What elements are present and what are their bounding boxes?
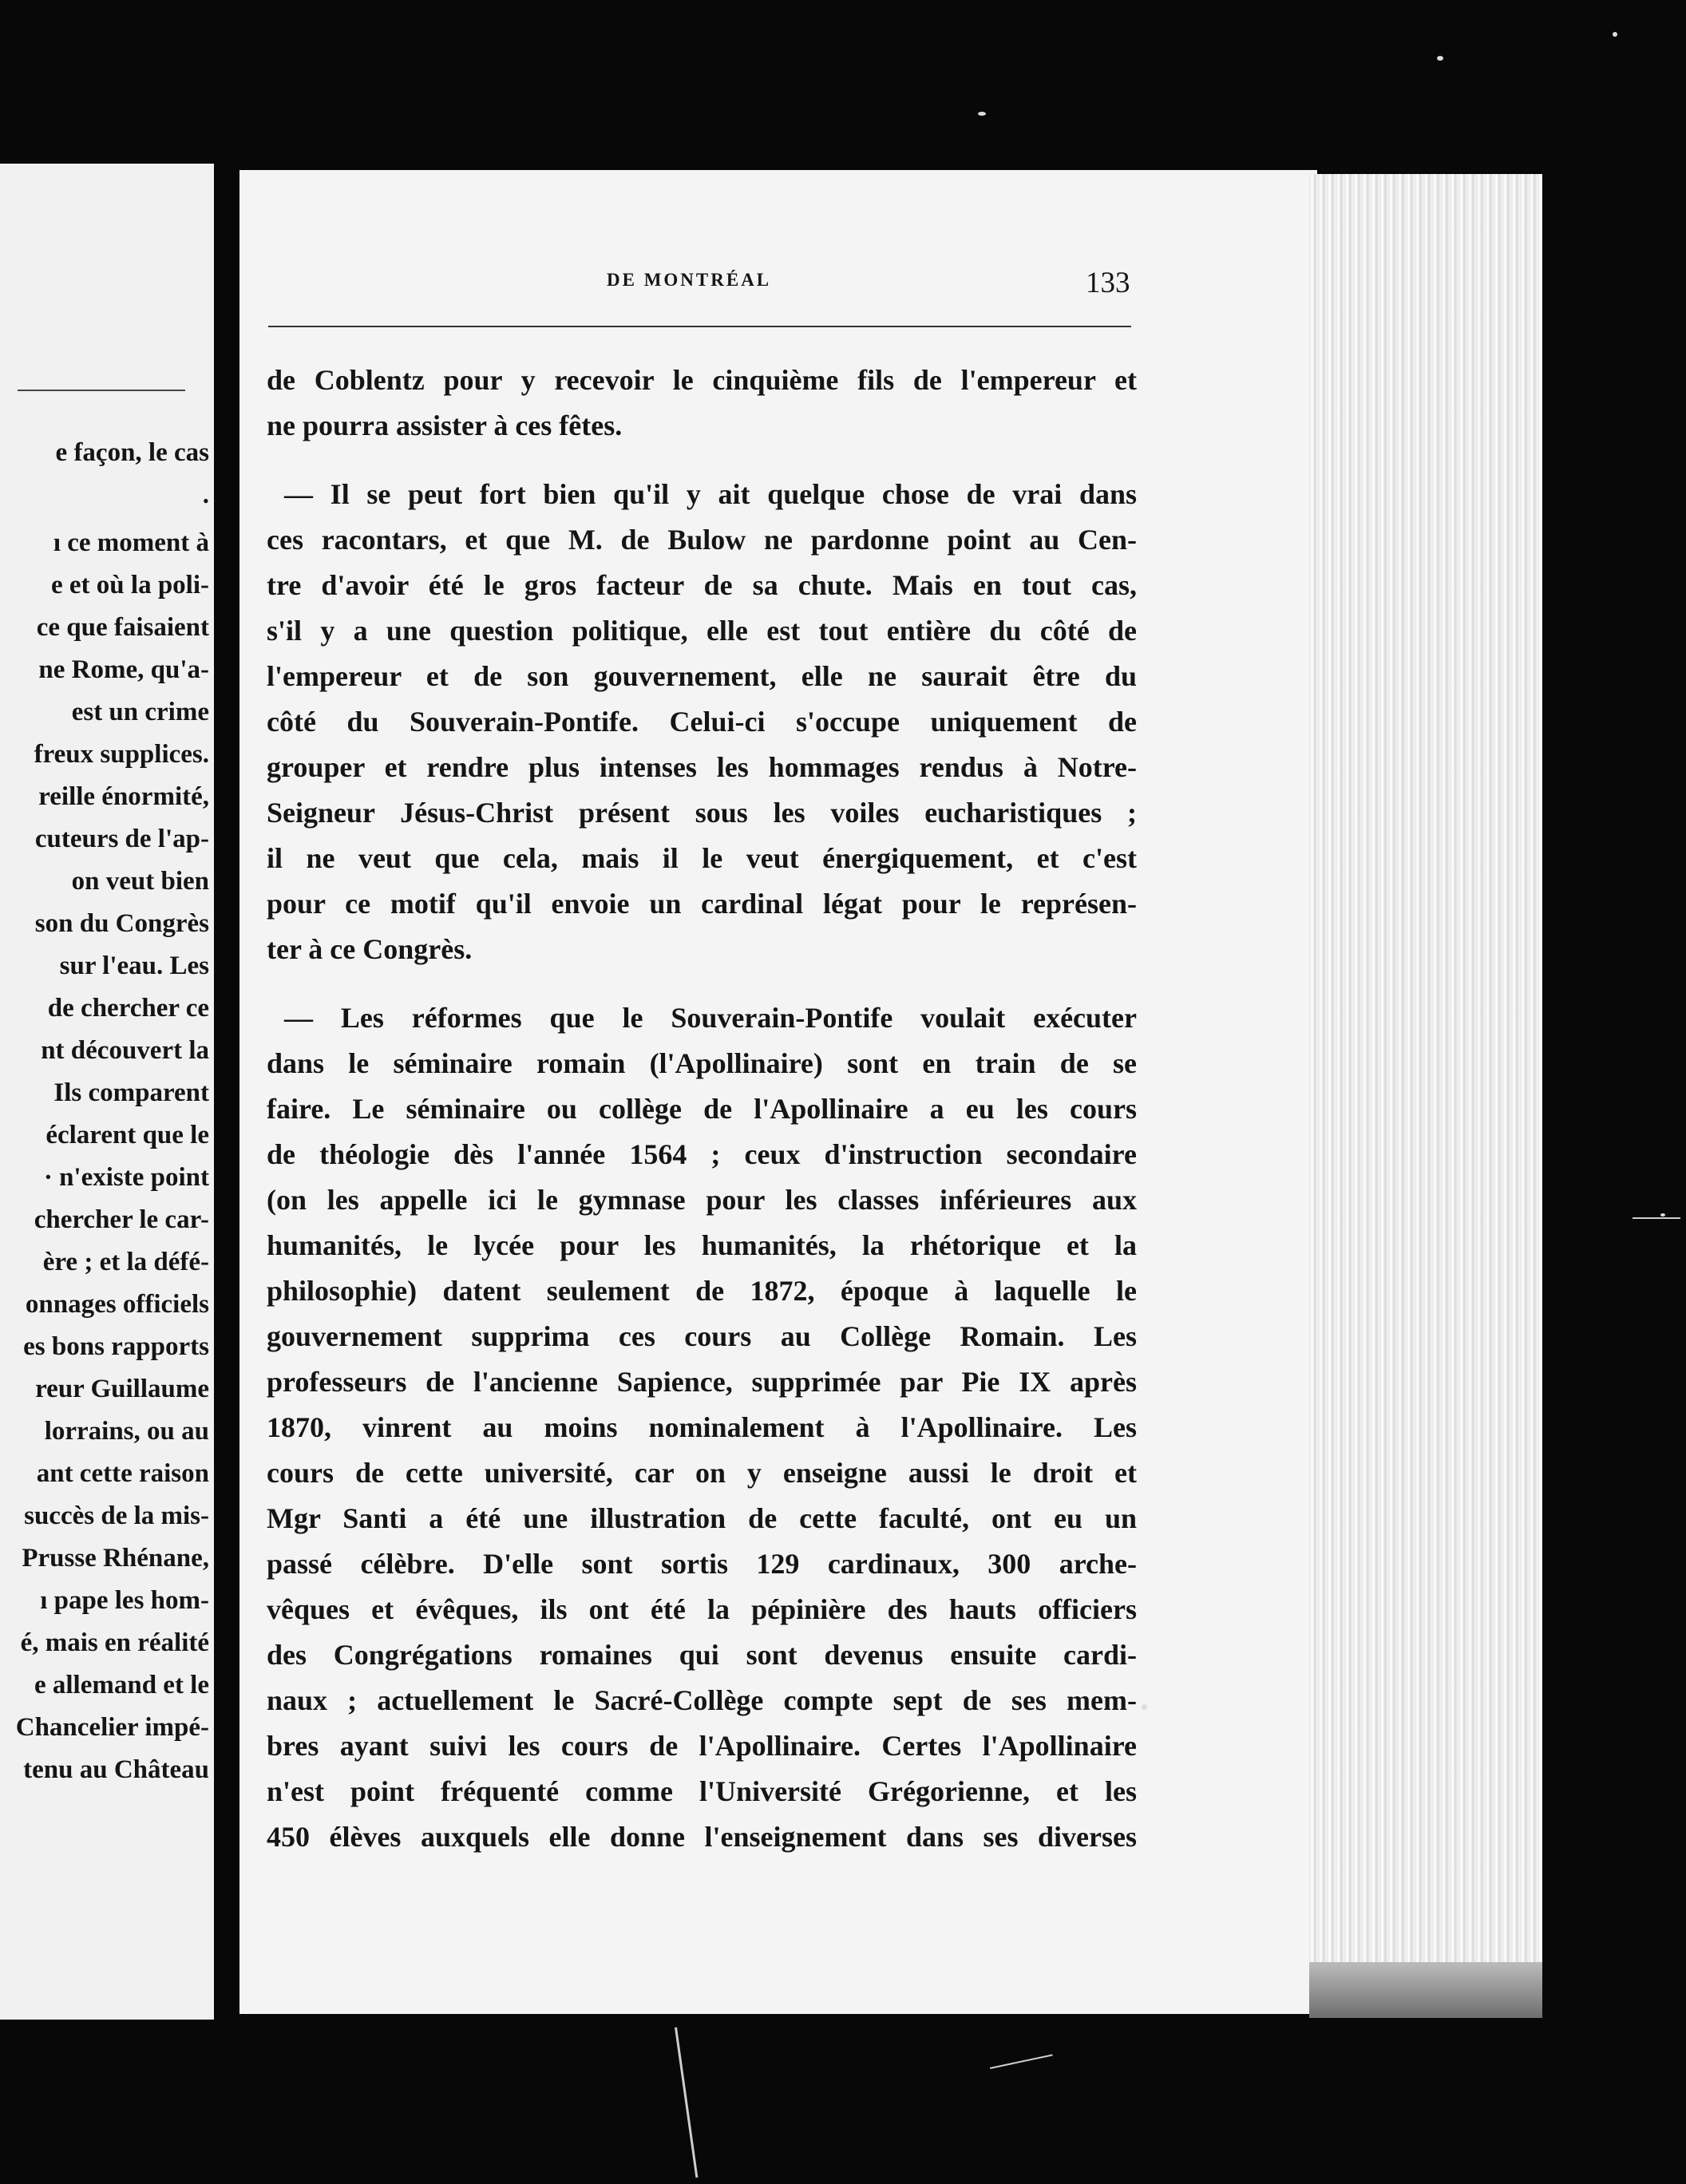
text-line: l'empereur et de son gouvernement, elle ne saurait être du <box>267 660 1137 692</box>
left-line: onnages officiels <box>25 1290 209 1319</box>
left-line: ı ce moment à <box>53 528 209 557</box>
paragraph <box>267 358 1137 449</box>
left-line: nt découvert la <box>41 1036 209 1065</box>
left-line: . <box>202 481 209 509</box>
left-line: Prusse Rhénane, <box>22 1544 209 1573</box>
text-line: ter à ce Congrès. <box>267 933 473 965</box>
left-line: de chercher ce <box>47 994 209 1023</box>
left-line: ère ; et la défé- <box>42 1248 209 1276</box>
left-line: e et où la poli- <box>51 571 209 599</box>
text-line: grouper et rendre plus intenses les hommages rendus à Notre- <box>267 751 1137 783</box>
left-line: est un crime <box>71 698 209 726</box>
text-line: — Il se peut fort bien qu'il y ait quelque chose de vrai dans <box>284 478 1137 510</box>
left-line: reille énormité, <box>38 782 209 811</box>
text-line: de Coblentz pour y recevoir le cinquième fils de l'empereur et <box>267 364 1137 396</box>
left-line: on veut bien <box>71 867 209 896</box>
left-line: tenu au Château <box>23 1755 209 1784</box>
left-line: e façon, le cas <box>55 438 209 467</box>
header-rule <box>268 326 1131 327</box>
text-line: 1870, vinrent au moins nominalement à l'Apollinaire. Les <box>267 1411 1137 1443</box>
dust-speck <box>1613 32 1617 37</box>
left-line: reur Guillaume <box>35 1375 209 1403</box>
dust-speck <box>978 112 986 116</box>
text-line: ces racontars, et que M. de Bulow ne pardonne point au Cen- <box>267 524 1137 556</box>
text-line: Mgr Santi a été une illustration de cette faculté, ont eu un <box>267 1502 1137 1534</box>
left-line: sur l'eau. Les <box>59 952 209 980</box>
left-line: · n'existe point <box>43 1163 209 1192</box>
text-line: passé célèbre. D'elle sont sortis 129 cardinaux, 300 arche- <box>267 1548 1137 1580</box>
left-page-text <box>0 432 209 1791</box>
film-scratch <box>675 2028 698 2178</box>
text-line: (on les appelle ici le gymnase pour les classes inférieures aux <box>267 1184 1137 1216</box>
text-line: dans le séminaire romain (l'Apollinaire) sont en train de se <box>267 1047 1137 1079</box>
left-line: ce que faisaient <box>36 613 209 642</box>
left-line: chercher le car- <box>34 1205 209 1234</box>
left-line: éclarent que le <box>46 1121 209 1149</box>
text-line: ne pourra assister à ces fêtes. <box>267 410 623 441</box>
paragraph <box>267 995 1137 1860</box>
left-line: lorrains, ou au <box>44 1417 209 1446</box>
text-line: gouvernement supprima ces cours au Collège Romain. Les <box>267 1320 1137 1352</box>
text-line: s'il y a une question politique, elle est tout entière du côté de <box>267 615 1137 647</box>
left-page-rule <box>18 390 185 391</box>
left-line: son du Congrès <box>34 909 209 938</box>
left-line: ant cette raison <box>36 1459 209 1488</box>
left-line: Chancelier impé- <box>15 1713 209 1742</box>
text-line: professeurs de l'ancienne Sapience, supprimée par Pie IX après <box>267 1366 1137 1398</box>
text-line: — Les réformes que le Souverain-Pontife voulait exécuter <box>284 1002 1137 1034</box>
text-line: 450 élèves auxquels elle donne l'enseignement dans ses diverses <box>267 1821 1137 1853</box>
left-facing-page <box>0 164 214 2020</box>
text-line: Seigneur Jésus-Christ présent sous les voiles eucharistiques ; <box>267 797 1137 829</box>
text-line: cours de cette université, car on y enseigne aussi le droit et <box>267 1457 1137 1489</box>
left-line: cuteurs de l'ap- <box>34 825 209 853</box>
left-line: Ils comparent <box>53 1078 209 1107</box>
text-line: philosophie) datent seulement de 1872, époque à laquelle le <box>267 1275 1137 1307</box>
left-line: e allemand et le <box>34 1671 209 1699</box>
left-line: succès de la mis- <box>24 1502 209 1530</box>
text-line: faire. Le séminaire ou collège de l'Apollinaire a eu les cours <box>267 1093 1137 1125</box>
text-line: humanités, le lycée pour les humanités, la rhétorique et la <box>267 1229 1137 1261</box>
text-line: n'est point fréquenté comme l'Université Grégorienne, et les <box>267 1775 1137 1807</box>
text-line: des Congrégations romaines qui sont devenus ensuite cardi- <box>267 1639 1137 1671</box>
left-line: ı pape les hom- <box>40 1586 209 1615</box>
left-line: é, mais en réalité <box>20 1628 209 1657</box>
text-line: de théologie dès l'année 1564 ; ceux d'instruction secondaire <box>267 1138 1137 1170</box>
text-line: côté du Souverain-Pontife. Celui-ci s'occupe uniquement de <box>267 706 1137 738</box>
left-line: freux supplices. <box>34 740 209 769</box>
book-page-edges <box>1309 174 1542 2018</box>
text-line: il ne veut que cela, mais il le veut énergiquement, et c'est <box>267 842 1137 874</box>
text-line: naux ; actuellement le Sacré-Collège compte sept de ses mem- <box>267 1684 1137 1716</box>
dust-speck <box>1660 1213 1665 1217</box>
running-head: DE MONTRÉAL <box>607 270 772 290</box>
film-scratch <box>990 2054 1053 2069</box>
text-line: vêques et évêques, ils ont été la pépinière des hauts officiers <box>267 1593 1137 1625</box>
text-line: bres ayant suivi les cours de l'Apollinaire. Certes l'Apollinaire <box>267 1730 1137 1762</box>
text-line: pour ce motif qu'il envoie un cardinal légat pour le représen- <box>267 888 1137 920</box>
paragraph <box>267 472 1137 972</box>
text-line: tre d'avoir été le gros facteur de sa chute. Mais en tout cas, <box>267 569 1137 601</box>
film-scratch <box>1633 1217 1680 1219</box>
page-body <box>267 358 1137 1860</box>
left-line: es bons rapports <box>23 1332 209 1361</box>
page-number: 133 <box>1086 267 1130 299</box>
left-line: ne Rome, qu'a- <box>38 655 209 684</box>
dust-speck <box>1142 1704 1147 1710</box>
dust-speck <box>1437 56 1443 61</box>
